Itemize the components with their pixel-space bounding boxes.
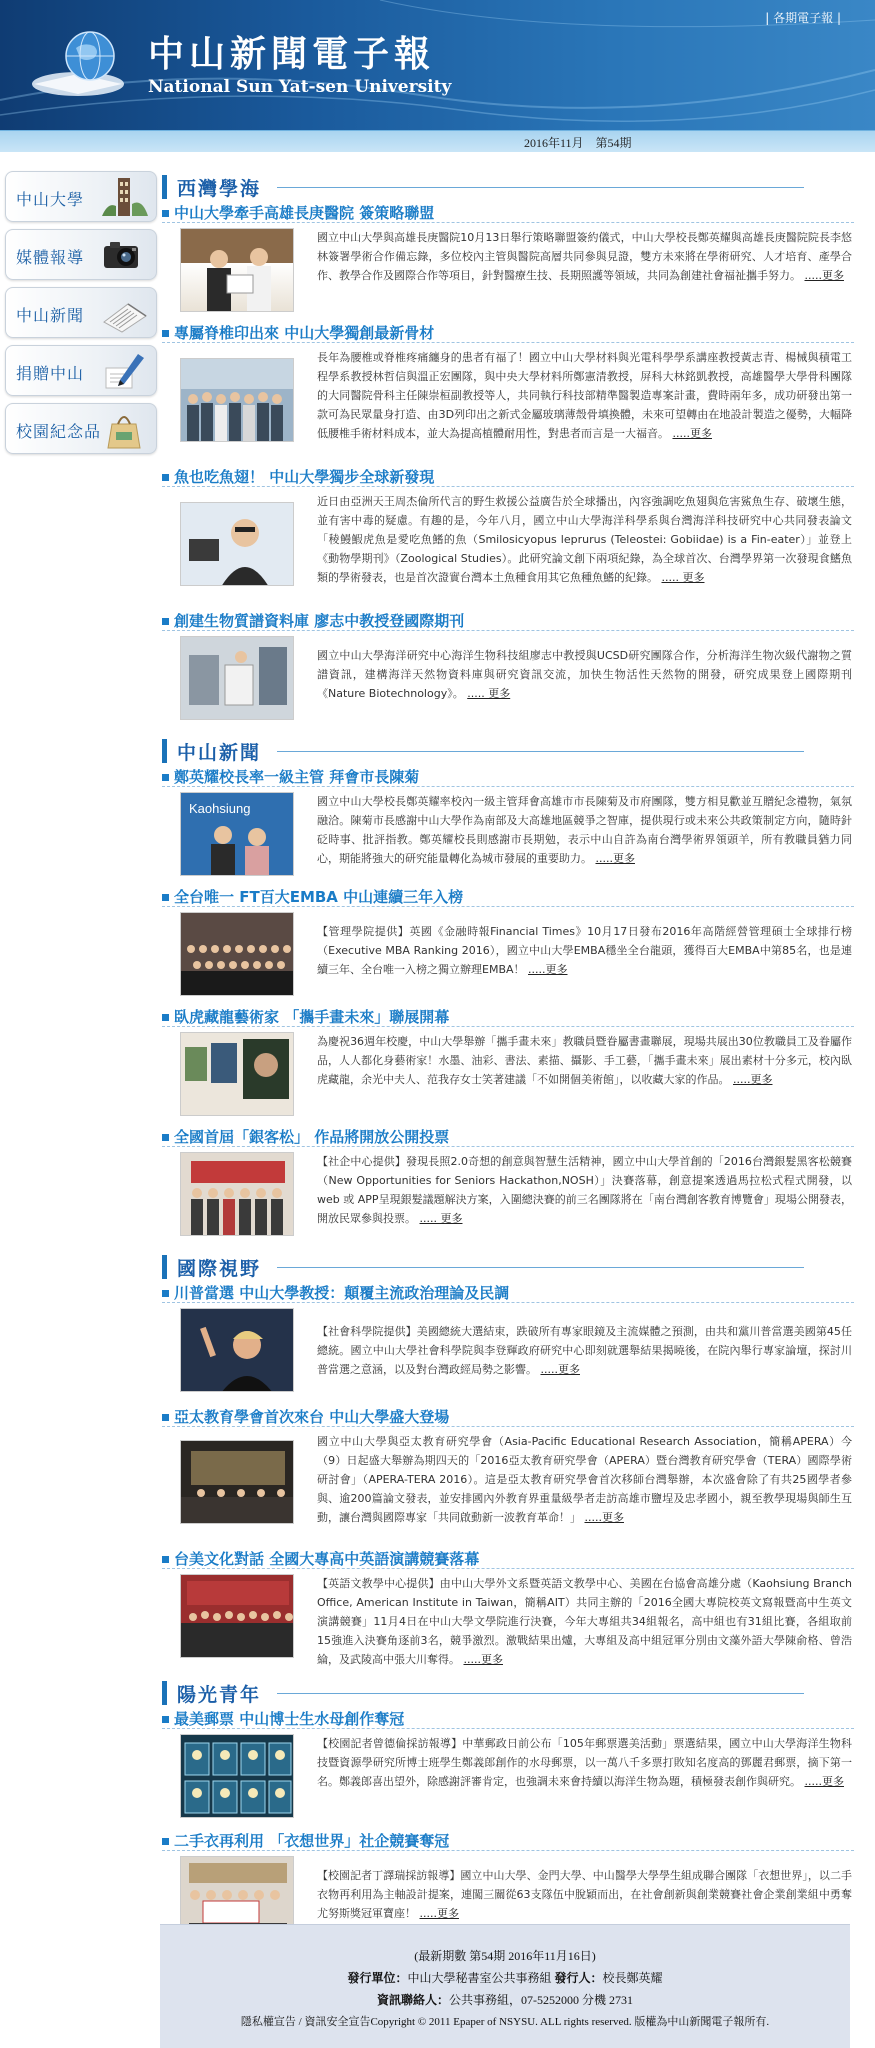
article-body xyxy=(162,224,854,322)
conference-stage-image xyxy=(181,1441,294,1524)
article xyxy=(162,1006,854,1126)
article-thumbnail[interactable] xyxy=(180,1032,294,1116)
read-more-link[interactable]: .....更多 xyxy=(733,1073,773,1086)
site-title-chinese: 中山新聞電子報 xyxy=(148,33,436,75)
site-footer xyxy=(160,1924,850,2048)
section-heading xyxy=(162,736,854,766)
article-summary: 【校園記者丁譯瑞採訪報導】國立中山大學、金門大學、中山醫學大學學生組成聯合團隊「衣想世界」，以二手衣物再利用為主軸設計提案，連闖三關從63支隊伍中脫穎而出，在社會創新與創業競賽社會企業創業組中勇奪尤努斯獎冠軍寶座！ .....更多 xyxy=(317,1869,852,1920)
article-title-text: 二手衣再利用 「衣想世界」社企競賽奪冠 xyxy=(174,1832,450,1850)
bullet-square-icon xyxy=(162,1716,169,1723)
read-more-link[interactable]: .....更多 xyxy=(540,1363,580,1376)
read-more-link[interactable]: .....更多 xyxy=(528,963,568,976)
article-title[interactable] xyxy=(162,1282,854,1304)
section-title: 陽光青年 xyxy=(177,1684,262,1706)
sidebar-item-nsysu-news[interactable] xyxy=(5,287,157,338)
article xyxy=(162,1406,854,1548)
article-summary: 【管理學院提供】英國《金融時報Financial Times》10月17日發布2016年高階經營管理碩士全球排行榜（Executive MBA Ranking 2016），國立中山大學EMBA穩坐全台龍頭，獲得百大EMBA中第85名，也是連續三年、全台唯一入榜之獨立辦理EMBA！ .....更多 xyxy=(317,925,852,976)
article-body xyxy=(162,488,854,610)
section-divider xyxy=(277,187,804,188)
article-title[interactable] xyxy=(162,1006,854,1028)
footer-latest-issue: (最新期數 第54期 2016年11月16日) xyxy=(414,1949,596,1963)
read-more-link[interactable]: .....更多 xyxy=(419,1907,459,1920)
section-marker xyxy=(162,1255,167,1279)
article xyxy=(162,1548,854,1674)
dotted-underline xyxy=(162,342,854,343)
article-title-text: 亞太教育學會首次來台 中山大學盛大登場 xyxy=(174,1408,450,1426)
article-body xyxy=(162,1304,854,1406)
article-title[interactable] xyxy=(162,202,854,224)
read-more-link[interactable]: .....更多 xyxy=(672,427,712,440)
article-body xyxy=(162,1730,854,1830)
article xyxy=(162,1282,854,1406)
article-thumbnail[interactable] xyxy=(180,1152,294,1236)
dotted-underline xyxy=(162,1850,854,1851)
article-thumbnail[interactable] xyxy=(180,358,294,442)
article-body xyxy=(162,1570,854,1674)
article xyxy=(162,886,854,1006)
dotted-underline xyxy=(162,1568,854,1569)
tower-icon xyxy=(98,176,150,218)
bullet-square-icon xyxy=(162,1290,169,1297)
section-title: 中山新聞 xyxy=(177,742,262,764)
article-title-text: 專屬脊椎印出來 中山大學獨創最新骨材 xyxy=(174,324,435,342)
bullet-square-icon xyxy=(162,1014,169,1021)
section-title: 國際視野 xyxy=(177,1258,262,1280)
article-title[interactable] xyxy=(162,766,854,788)
article-summary: 【社企中心提供】發現長照2.0奇想的創意與智慧生活精神，國立中山大學首創的「2016台灣銀髮黑客松競賽（New Opportunities for Seniors Hackathon,NOSH）」決賽落幕，創意提案透過馬拉松式程式開發，以web 或 APP呈現銀髮議題解決方案，入圍總決賽的前三名團隊將在「南台灣創客教育博覽會」現場公開發表，開放民眾參與投票。 ..... 更多 xyxy=(317,1155,852,1225)
article-summary: 國立中山大學與亞太教育研究學會（Asia-Pacific Educational Research Association，簡稱APERA）今（9）日起盛大舉辦為期四天的「2016亞太教育研究學會（APERA）暨台灣教育研究學會（TERA）國際學術研討會」（APERA-TERA 2016）。這是亞太教育研究學會首次移師台灣舉辦，本次盛會除了有共25國學者參與、逾200篇論文發表，並安排國內外教育界重量級學者走訪高雄市鹽埕及忠孝國小，親至教學現場與師生互動，讓台灣與國際專家「共同啟動新一波教育革命！」 .....更多 xyxy=(317,1435,852,1524)
signing-ceremony-image xyxy=(181,229,294,312)
section-divider xyxy=(277,1693,804,1694)
sidebar-item-label: 校園紀念品 xyxy=(16,422,102,441)
bullet-square-icon xyxy=(162,1556,169,1563)
article-title[interactable] xyxy=(162,466,854,488)
sidebar-item-nsysu[interactable] xyxy=(5,171,157,222)
article-title-text: 全國首屆「銀客松」 作品將開放公開投票 xyxy=(174,1128,450,1146)
bullet-square-icon xyxy=(162,618,169,625)
article-title-text: 鄭英耀校長率一級主管 拜會市長陳菊 xyxy=(174,768,420,786)
trump-speech-image xyxy=(181,1309,294,1392)
sidebar-item-media-reports[interactable] xyxy=(5,229,157,280)
sidebar-item-label: 中山大學 xyxy=(16,190,85,209)
article-summary: 國立中山大學海洋研究中心海洋生物科技組廖志中教授與UCSD研究團隊合作，分析海洋生物次級代謝物之質譜資訊，建構海洋天然物資料庫與研究資訊交流，加快生物活性天然物的開發，研究成果登上國際期刊《Nature Biotechnology》。 ..... 更多 xyxy=(317,649,852,700)
article-title-text: 最美郵票 中山博士生水母創作奪冠 xyxy=(174,1710,405,1728)
donation-pen-icon xyxy=(98,350,150,392)
article-title-text: 台美文化對話 全國大專高中英語演講競賽落幕 xyxy=(174,1550,480,1568)
article xyxy=(162,322,854,466)
read-more-link[interactable]: .....更多 xyxy=(463,1653,503,1666)
article xyxy=(162,1126,854,1248)
read-more-link[interactable]: ..... 更多 xyxy=(419,1212,463,1225)
article-summary: 長年為腰椎或脊椎疼痛纏身的患者有福了！國立中山大學材料與光電科學學系講座教授黃志青、楊械與積電工程學系教授林哲信與溫正宏團隊，與中央大學材料所鄭憲清教授，屏科大林銘凱教授，高雄醫學大學骨科團隊的大同醫院骨科主任陳崇桓副教授等人，共同執行科技部精準醫製造專案計畫，費時兩年多，成功研發出第一款可為民眾量身打造、由3D列印出之新式金屬玻璃薄殼骨填換體，未來可望轉由在地設計製造之優勢，大幅降低腰椎手術材料成本，並大為提高植體耐用性，對患者而言是一大福音。 .....更多 xyxy=(317,351,852,440)
publisher-label: 發行單位： xyxy=(347,1971,408,1985)
issuer-label: 發行人： xyxy=(554,1971,603,1985)
header-wave-decoration xyxy=(0,0,875,130)
art-exhibition-image xyxy=(181,1033,294,1116)
section-marker xyxy=(162,739,167,763)
issuer-value: 校長鄭英耀 xyxy=(602,1971,663,1985)
article-summary: 國立中山大學校長鄭英耀率校內一級主管拜會高雄市市長陳菊及市府團隊，雙方相見歡並互贈紀念禮物，氣氛融洽。陳菊市長感謝中山大學作為南部及大高雄地區競爭之智庫，提供現行或未來公共政策制定方向，隨時針砭時事、批評指教。鄭英耀校長則感謝市長期勉，表示中山自許為南台灣學術界領頭羊，所有教職員猶力同心，期能將強大的研究能量轉化為城市發展的重要助力。 .....更多 xyxy=(317,795,852,865)
sidebar-item-label: 媒體報導 xyxy=(16,248,85,267)
dotted-underline xyxy=(162,906,854,907)
dotted-underline xyxy=(162,1146,854,1147)
bullet-square-icon xyxy=(162,1838,169,1845)
dotted-underline xyxy=(162,1426,854,1427)
emba-group-image xyxy=(181,913,294,996)
newspaper-icon xyxy=(98,292,150,334)
dotted-underline xyxy=(162,630,854,631)
article-thumbnail[interactable] xyxy=(180,1734,294,1818)
article-body xyxy=(162,632,854,732)
article-thumbnail[interactable] xyxy=(180,912,294,996)
article-body xyxy=(162,344,854,466)
article-summary: 【校園記者曾德倫採訪報導】中華郵政日前公布「105年郵票選美活動」票選結果，國立中山大學海洋生物科技暨資源學研究所博士班學生鄭義郎創作的水母郵票，以一萬八千多票打敗知名度高的鄧麗君郵票，摘下第一名。鄭義郎喜出望外，除感謝評審肯定，也強調未來會持續以海洋生物為題，積極發表創作與研究。 .....更多 xyxy=(317,1737,852,1788)
dotted-underline xyxy=(162,1302,854,1303)
article-title-text: 全台唯一 FT百大EMBA 中山連續三年入榜 xyxy=(174,888,464,906)
article xyxy=(162,1708,854,1830)
bullet-square-icon xyxy=(162,330,169,337)
read-more-link[interactable]: ..... 更多 xyxy=(661,571,705,584)
main-content xyxy=(162,168,854,1952)
dotted-underline xyxy=(162,1728,854,1729)
section-marker xyxy=(162,1681,167,1705)
bullet-square-icon xyxy=(162,894,169,901)
read-more-link[interactable]: .....更多 xyxy=(584,1511,624,1524)
sidebar xyxy=(5,171,157,461)
site-header xyxy=(0,0,875,130)
research-team-image xyxy=(181,359,294,442)
article-thumbnail[interactable] xyxy=(180,1308,294,1392)
article-title[interactable] xyxy=(162,1548,854,1570)
dotted-underline xyxy=(162,222,854,223)
article-title-text: 創建生物質譜資料庫 廖志中教授登國際期刊 xyxy=(174,612,465,630)
footer-publisher-line xyxy=(160,1969,850,1986)
article-title-text: 川普當選 中山大學教授：顛覆主流政治理論及民調 xyxy=(174,1284,510,1302)
article-body xyxy=(162,1148,854,1248)
article-thumbnail[interactable] xyxy=(180,1440,294,1524)
contact-value: 公共事務組，07-5252000 分機 2731 xyxy=(449,1993,633,2007)
read-more-link[interactable]: ..... 更多 xyxy=(467,687,511,700)
article-title[interactable] xyxy=(162,1830,854,1852)
article-body xyxy=(162,788,854,886)
article-title[interactable] xyxy=(162,1708,854,1730)
article xyxy=(162,610,854,732)
all-issues-link[interactable]: | 各期電子報 | xyxy=(765,11,841,25)
dotted-underline xyxy=(162,786,854,787)
camera-icon xyxy=(98,234,150,276)
article xyxy=(162,202,854,322)
article xyxy=(162,466,854,610)
article-body xyxy=(162,908,854,1006)
article-summary: 國立中山大學與高雄長庚醫院10月13日舉行策略聯盟簽約儀式，中山大學校長鄭英耀與高雄長庚醫院院長李悠林簽署學術合作備忘錄，多位校內主管與醫院高層共同參與見證，雙方未來將在學術研究、人才培育、產學合作、教學合作及國際合作等項目，針對醫療生技、長期照護等領域，共同為創建社會福祉攜手努力。 .....更多 xyxy=(317,231,852,282)
lab-equipment-image xyxy=(181,637,294,720)
issue-bar xyxy=(0,130,875,152)
article-title[interactable] xyxy=(162,1406,854,1428)
article xyxy=(162,766,854,886)
footer-contact-line xyxy=(160,1991,850,2008)
bullet-square-icon xyxy=(162,1134,169,1141)
site-title-english: National Sun Yat-sen University xyxy=(148,77,452,97)
contact-label: 資訊聯絡人： xyxy=(376,1993,449,2007)
speech-contest-image xyxy=(181,1575,294,1658)
bullet-square-icon xyxy=(162,210,169,217)
issue-info: 2016年11月 第54期 xyxy=(524,136,632,150)
article-thumbnail[interactable] xyxy=(180,636,294,720)
read-more-link[interactable]: .....更多 xyxy=(804,269,844,282)
article-title[interactable] xyxy=(162,322,854,344)
article-title[interactable] xyxy=(162,610,854,632)
article-thumbnail[interactable] xyxy=(180,228,294,312)
sidebar-item-souvenirs[interactable] xyxy=(5,403,157,454)
globe-book-logo-icon xyxy=(28,22,128,102)
section-heading xyxy=(162,1252,854,1282)
sidebar-item-label: 捐贈中山 xyxy=(16,364,85,383)
article-body xyxy=(162,1028,854,1126)
section-divider xyxy=(277,1267,804,1268)
article-thumbnail[interactable] xyxy=(180,502,294,586)
article-title[interactable] xyxy=(162,1126,854,1148)
bullet-square-icon xyxy=(162,774,169,781)
hackathon-award-image xyxy=(181,1153,294,1236)
researcher-fish-image xyxy=(181,503,294,586)
bullet-square-icon xyxy=(162,1414,169,1421)
bullet-square-icon xyxy=(162,474,169,481)
sidebar-item-label: 中山新聞 xyxy=(16,306,85,325)
article-thumbnail[interactable] xyxy=(180,792,294,876)
section-title: 西灣學海 xyxy=(177,178,262,200)
article-title-text: 臥虎藏龍藝術家 「攜手畫未來」聯展開幕 xyxy=(174,1008,450,1026)
read-more-link[interactable]: .....更多 xyxy=(595,852,635,865)
article-summary: 【英語文教學中心提供】由中山大學外文系暨英語文教學中心、美國在台協會高雄分處（Kaohsiung Branch Office, American Institute in Taiwan，簡稱AIT）共同主辦的「2016全國大專院校英文寫報暨高中生英文演講競賽」11月4日在中山大學文學院進行決賽，今年大專組共34組報名，高中組也有31組比賽，各組取前15強進入決賽角逐前3名，競爭激烈。激戰結果出爐，大專組及高中組冠軍分別由文藻外語大學陳俞格、曾浩綸，及武陵高中張大川奪得。 .....更多 xyxy=(317,1577,852,1666)
article-thumbnail[interactable] xyxy=(180,1574,294,1658)
section-heading xyxy=(162,172,854,202)
article-title[interactable] xyxy=(162,886,854,908)
read-more-link[interactable]: .....更多 xyxy=(804,1775,844,1788)
section-heading xyxy=(162,1678,854,1708)
jellyfish-stamps-image xyxy=(181,1735,294,1818)
section-divider xyxy=(277,751,804,752)
article-summary: 為慶祝36週年校慶，中山大學舉辦「攜手畫未來」教職員暨眷屬書畫聯展，現場共展出30位教職員工及眷屬作品，人人都化身藝術家！水墨、油彩、書法、素描、攝影、手工藝，「攜手畫未來」展出素材十分多元，校內臥虎藏龍，余光中夫人、范我存女士笑著建議「不如開個美術館」，以收藏大家的作品。 .....更多 xyxy=(317,1035,852,1086)
article-title-text: 中山大學牽手高雄長庚醫院 簽策略聯盟 xyxy=(174,204,435,222)
svg-text:Kaohsiung: Kaohsiung xyxy=(189,801,251,816)
sidebar-item-donate[interactable] xyxy=(5,345,157,396)
dotted-underline xyxy=(162,486,854,487)
article-body xyxy=(162,1428,854,1548)
dotted-underline xyxy=(162,1026,854,1027)
article-title-text: 魚也吃魚翅！ 中山大學獨步全球新發現 xyxy=(174,468,435,486)
kaohsiung-visit-image xyxy=(181,793,294,876)
section-marker xyxy=(162,175,167,199)
publisher-value: 中山大學秘書室公共事務組 xyxy=(407,1971,552,1985)
gift-bag-icon xyxy=(98,408,150,450)
article-summary: 【社會科學院提供】美國總統大選結束，跌破所有專家眼鏡及主流媒體之預測，由共和黨川普當選美國第45任總統。國立中山大學社會科學院與李登輝政府研究中心即刻就選舉結果揭曉後，在院內舉行專家論壇，探討川普當選之意涵，以及對台灣政經局勢之影響。 .....更多 xyxy=(317,1325,852,1376)
footer-copyright[interactable]: 隱私權宣告 / 資訊安全宣告Copyright © 2011 Epaper of NSYSU. ALL rights reserved. 版權為中山新聞電子報所有. xyxy=(240,2016,770,2028)
article-summary: 近日由亞洲天王周杰倫所代言的野生救援公益廣告於全球播出，內容強調吃魚翅與危害鯊魚生存、破壞生態，並有害中毒的疑慮。有趣的是，今年八月，國立中山大學海洋科學系與台灣海洋科技研究中心共同發表論文「稜鰻鰕虎魚是愛吃魚鰭的魚（Smilosicyopus leprurus (Teleostei: Gobiidae) is a Fin-eater）」並登上《動物學期刊》（Zoological Studies）。此研究論文創下兩項紀錄，為全球首次、台灣學界第一次發現食鰭魚類的學術發表，也是首次證實台灣本土魚種食用其它魚種魚鰭的紀錄。 ..... 更多 xyxy=(317,495,852,584)
